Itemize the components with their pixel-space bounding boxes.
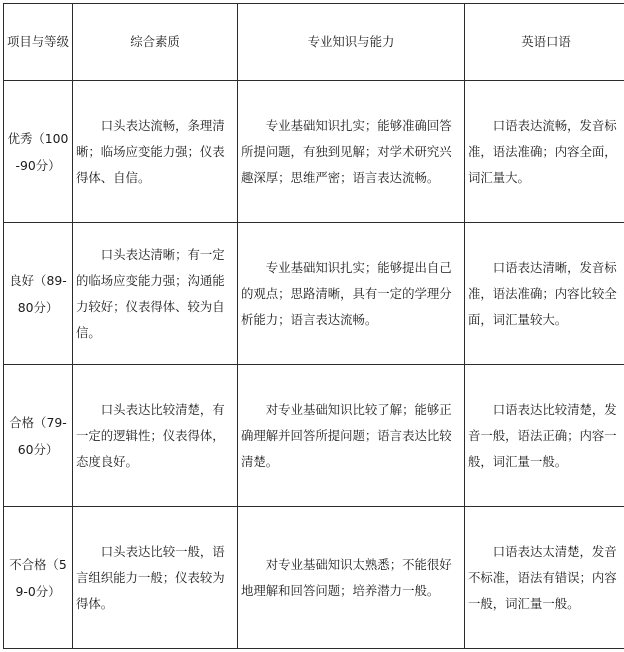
header-level: 项目与等级 xyxy=(4,4,73,81)
level-cell: 不合格（59-0分） xyxy=(4,507,73,649)
level-cell: 优秀（100-90分） xyxy=(4,81,73,223)
interview-criteria-table xyxy=(3,3,624,649)
english-cell: 口语表达太清楚，发音不标准，语法有错误；内容一般，词汇量一般。 xyxy=(465,507,624,649)
english-cell: 口语表达清晰，发音标准，语法准确；内容比较全面，词汇量较大。 xyxy=(465,223,624,365)
knowledge-cell: 对专业基础知识太熟悉；不能很好地理解和回答问题；培养潜力一般。 xyxy=(238,507,465,649)
level-cell: 良好（89-80分） xyxy=(4,223,73,365)
header-knowledge: 专业知识与能力 xyxy=(238,4,465,81)
knowledge-cell: 专业基础知识扎实；能够提出自己的观点；思路清晰，具有一定的学理分析能力；语言表达流畅。 xyxy=(238,223,465,365)
english-cell: 口语表达比较清楚，发音一般，语法正确；内容一般，词汇量一般。 xyxy=(465,365,624,507)
header-quality: 综合素质 xyxy=(73,4,238,81)
level-cell: 合格（79-60分） xyxy=(4,365,73,507)
table-row xyxy=(4,223,624,365)
table-row xyxy=(4,81,624,223)
quality-cell: 口头表达比较一般，语言组织能力一般；仪表较为得体。 xyxy=(73,507,238,649)
quality-cell: 口头表达流畅，条理清晰；临场应变能力强；仪表得体、自信。 xyxy=(73,81,238,223)
quality-cell: 口头表达比较清楚，有一定的逻辑性；仪表得体，态度良好。 xyxy=(73,365,238,507)
header-row xyxy=(4,4,624,81)
knowledge-cell: 专业基础知识扎实；能够准确回答所提问题，有独到见解；对学术研究兴趣深厚；思维严密；语言表达流畅。 xyxy=(238,81,465,223)
header-english: 英语口语 xyxy=(465,4,624,81)
table-row xyxy=(4,507,624,649)
quality-cell: 口头表达清晰；有一定的临场应变能力强；沟通能力较好；仪表得体、较为自信。 xyxy=(73,223,238,365)
knowledge-cell: 对专业基础知识比较了解；能够正确理解并回答所提问题；语言表达比较清楚。 xyxy=(238,365,465,507)
english-cell: 口语表达流畅，发音标准，语法准确；内容全面，词汇量大。 xyxy=(465,81,624,223)
table-row xyxy=(4,365,624,507)
